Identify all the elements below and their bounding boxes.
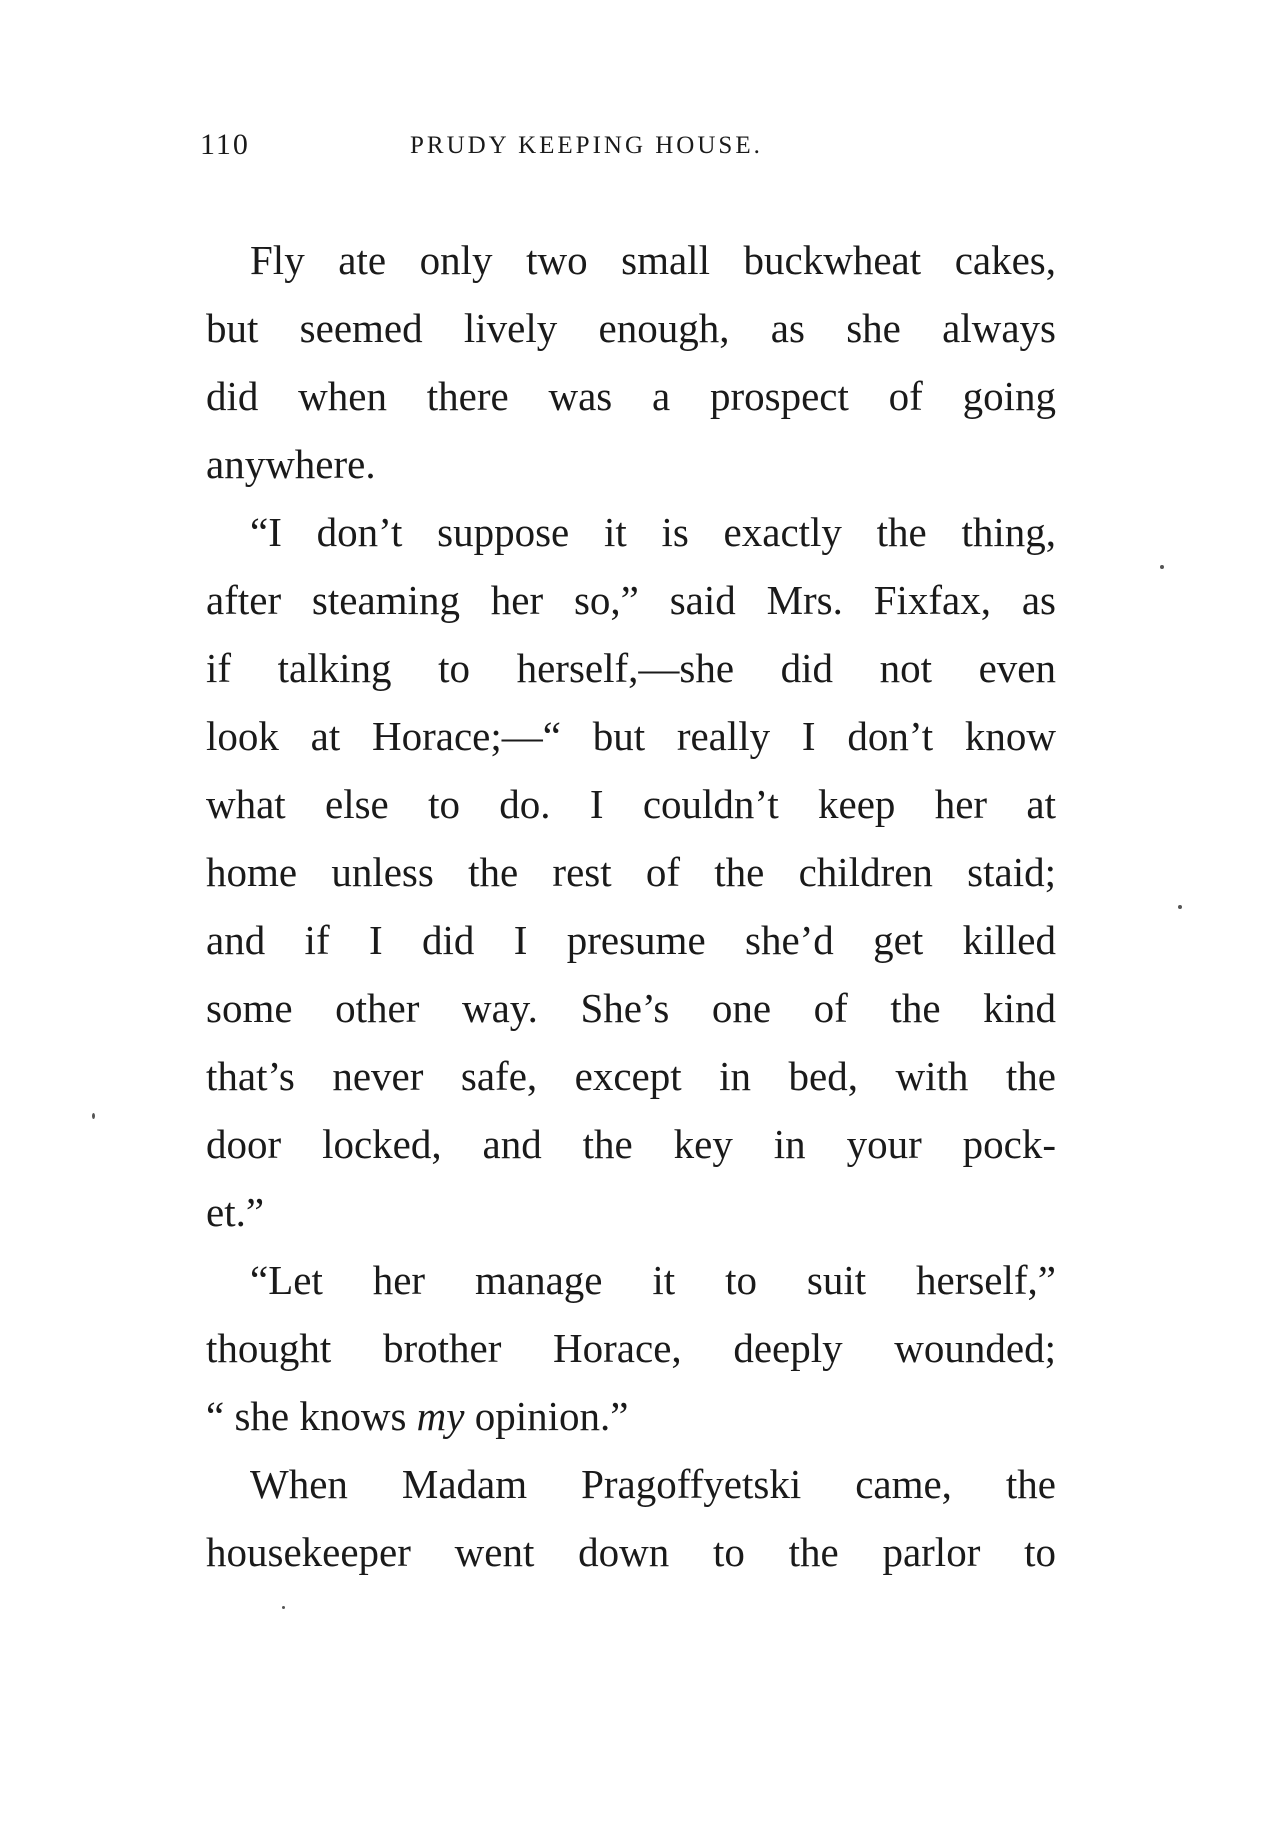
- text-line: if talking to herself,—she did not even: [206, 645, 1056, 691]
- text-line: thought brother Horace, deeply wounded;: [206, 1325, 1056, 1371]
- text-line: some other way. She’s one of the kind: [206, 985, 1056, 1031]
- paragraph-2: [206, 498, 1056, 1246]
- paragraph-3: [206, 1246, 1056, 1450]
- text-line: “Let her manage it to suit herself,”: [250, 1257, 1056, 1303]
- running-title: PRUDY KEEPING HOUSE.: [410, 132, 763, 159]
- text-line: did when there was a prospect of going: [206, 373, 1056, 419]
- text-line: what else to do. I couldn’t keep her at: [206, 781, 1056, 827]
- text-line: et.”: [206, 1189, 265, 1235]
- text-line: “I don’t suppose it is exactly the thing,: [250, 509, 1056, 555]
- scan-speck: [282, 1606, 285, 1609]
- scan-speck: [1160, 565, 1164, 569]
- page-number: 110: [200, 128, 250, 161]
- scan-speck: [1178, 905, 1182, 909]
- text-line: Fly ate only two small buckwheat cakes,: [250, 237, 1056, 283]
- text-line: after steaming her so,” said Mrs. Fixfax, as: [206, 577, 1056, 623]
- text-line: “ she knows my opinion.”: [206, 1393, 629, 1439]
- text-line: When Madam Pragoffyetski came, the: [250, 1461, 1056, 1507]
- page-header: [200, 128, 1060, 168]
- paragraph-1: [206, 226, 1056, 498]
- text-line: home unless the rest of the children staid;: [206, 849, 1056, 895]
- body-text: [206, 226, 1056, 1586]
- text-line: anywhere.: [206, 441, 376, 487]
- text-line: door locked, and the key in your pock-: [206, 1121, 1056, 1167]
- text-line: and if I did I presume she’d get killed: [206, 917, 1056, 963]
- text-line: housekeeper went down to the parlor to: [206, 1529, 1056, 1575]
- text-line: that’s never safe, except in bed, with the: [206, 1053, 1056, 1099]
- scan-speck: [92, 1113, 95, 1119]
- text-line: but seemed lively enough, as she always: [206, 305, 1056, 351]
- paragraph-4: [206, 1450, 1056, 1586]
- text-line: look at Horace;—“ but really I don’t know: [206, 713, 1056, 759]
